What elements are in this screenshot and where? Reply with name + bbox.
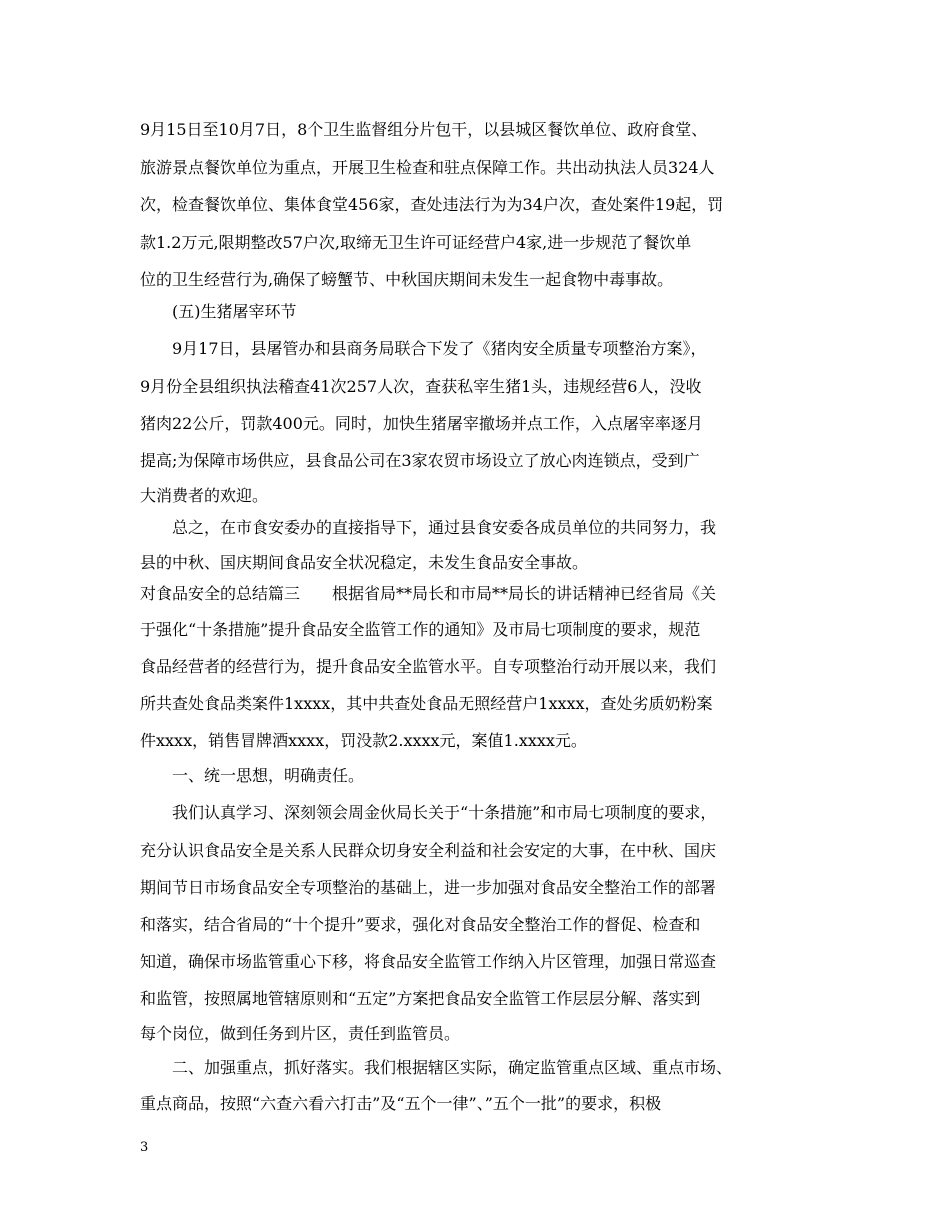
text-line: 所共查处食品类案件1xxxx，其中共查处食品无照经营户1xxxx，查处劣质奶粉案: [140, 694, 713, 713]
text-line: 于强化“十条措施”提升食品安全监管工作的通知》及市局七项制度的要求，规范: [140, 620, 701, 639]
text-line: 次，检查餐饮单位、集体食堂456家，查处违法行为为34户次，查处案件19起，罚: [140, 195, 724, 214]
text-line: 件xxxx，销售冒牌酒xxxx，罚没款2.xxxx元，案值1.xxxx元。: [140, 731, 587, 750]
text-line: 和监管，按照属地管辖原则和“五定”方案把食品安全监管工作层层分解、落实到: [140, 989, 701, 1008]
text-line: 款1.2万元,限期整改57户次,取缔无卫生许可证经营户4家,进一步规范了餐饮单: [140, 233, 692, 252]
text-line: 重点商品，按照“六查六看六打击”及“五个一律”、”五个一批”的要求，积极: [140, 1094, 662, 1113]
section-heading: 一、统一思想，明确责任。: [172, 766, 365, 785]
text-line: 位的卫生经营行为,确保了螃蟹节、中秋国庆期间未发生一起食物中毒事故。: [140, 270, 674, 289]
text-line: 旅游景点餐饮单位为重点，开展卫生检查和驻点保障工作。共出动执法人员324人: [140, 158, 715, 177]
section-heading: (五)生猪屠宰环节: [172, 302, 297, 321]
text-line: 9月份全县组织执法稽查41次257人次，查获私宰生猪1头，违规经营6人，没收: [140, 377, 702, 396]
text-line: 充分认识食品安全是关系人民群众切身安全利益和社会安定的大事，在中秋、国庆: [140, 841, 717, 860]
text-line: 知道，确保市场监管重心下移，将食品安全监管工作纳入片区管理，加强日常巡查: [140, 952, 717, 971]
page-number: 3: [140, 1140, 149, 1155]
section-heading: 二、加强重点，抓好落实。我们根据辖区实际，确定监管重点区域、重点市场、: [172, 1058, 733, 1077]
text-line: 大消费者的欢迎。: [140, 486, 269, 505]
text-line: 我们认真学习、深刻领会周金伙局长关于“十条措施”和市局七项制度的要求，: [172, 803, 717, 822]
text-line: 9月15日至10月7日，8个卫生监督组分片包干，以县城区餐饮单位、政府食堂、: [140, 120, 708, 139]
text-line: 每个岗位，做到任务到片区，责任到监管员。: [140, 1024, 461, 1043]
section-title-line: 对食品安全的总结篇三 根据省局**局长和市局**局长的讲话精神已经省局《关: [140, 584, 717, 603]
text-line: 猪肉22公斤，罚款400元。同时，加快生猪屠宰撤场并点工作，入点屠宰率逐月: [140, 414, 703, 433]
text-line: 总之，在市食安委办的直接指导下，通过县食安委各成员单位的共同努力，我: [172, 518, 717, 537]
text-line: 期间节日市场食品安全专项整治的基础上，进一步加强对食品安全整治工作的部署: [140, 878, 717, 897]
text-line: 和落实，结合省局的“十个提升”要求，强化对食品安全整治工作的督促、检查和: [140, 915, 701, 934]
text-line: 食品经营者的经营行为，提升食品安全监管水平。自专项整治行动开展以来，我们: [140, 657, 717, 676]
text-line: 提高;为保障市场供应，县食品公司在3家农贸市场设立了放心肉连锁点，受到广: [140, 451, 700, 470]
text-line: 9月17日，县屠管办和县商务局联合下发了《猪肉安全质量专项整治方案》，: [172, 339, 707, 358]
text-line: 县的中秋、国庆期间食品安全状况稳定，未发生食品安全事故。: [140, 553, 589, 572]
